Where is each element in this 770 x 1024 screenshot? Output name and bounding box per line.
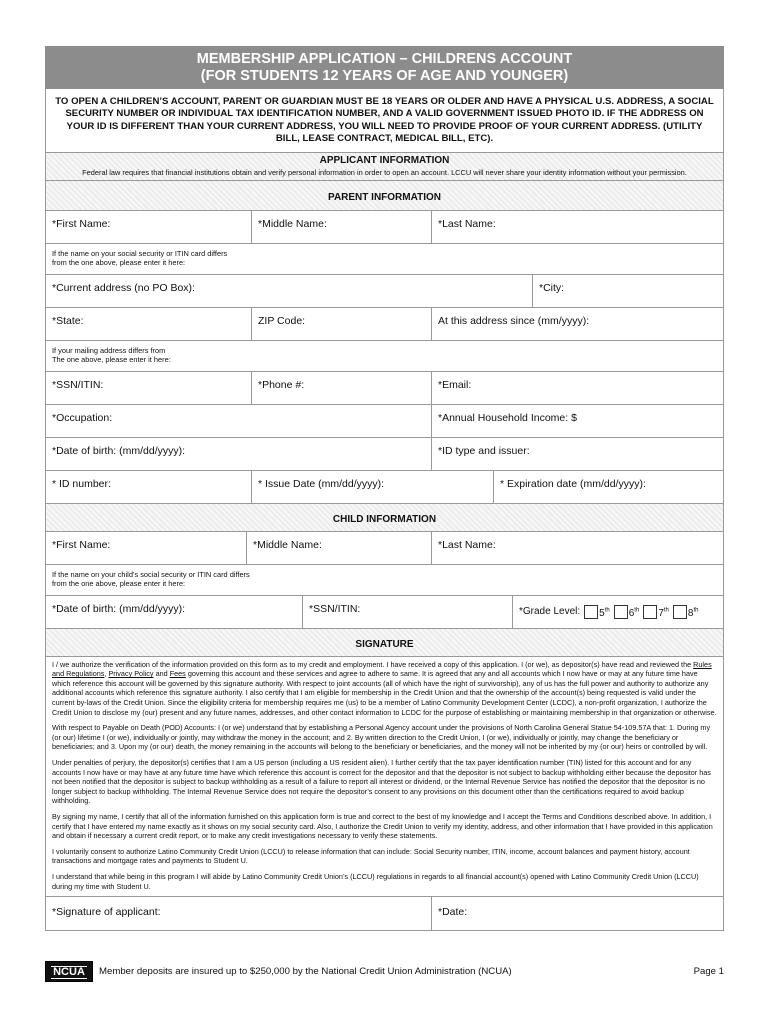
- parent-city-field[interactable]: *City:: [532, 275, 723, 307]
- parent-email-field[interactable]: *Email:: [431, 372, 723, 404]
- signature-terms: [45, 657, 724, 897]
- child-alt-name-field[interactable]: [45, 565, 724, 596]
- grade-option-6[interactable]: [610, 605, 640, 619]
- membership-application-form: [45, 46, 724, 931]
- form-title-line-2: (FOR STUDENTS 12 YEARS OF AGE AND YOUNGER): [200, 68, 569, 84]
- parent-mailing-hint-2: The one above, please enter it here:: [52, 355, 171, 365]
- parent-alt-name-field[interactable]: [45, 244, 724, 275]
- child-dob-field[interactable]: *Date of birth: (mm/dd/yyyy):: [52, 602, 186, 615]
- parent-zip-field[interactable]: ZIP Code:: [251, 308, 431, 340]
- child-alt-name-hint-2: from the one above, please enter it here:: [52, 579, 186, 589]
- parent-mailing-address-field[interactable]: [45, 341, 724, 372]
- grade-6-suffix: th: [634, 607, 640, 614]
- grade-5-checkbox[interactable]: [584, 605, 598, 619]
- child-last-name-field[interactable]: *Last Name:: [431, 532, 723, 564]
- child-dob-row: [45, 596, 724, 629]
- parent-name-row: [45, 211, 724, 244]
- form-title-line-1: MEMBERSHIP APPLICATION – CHILDRENS ACCOUNT: [196, 51, 573, 67]
- child-middle-name-field[interactable]: *Middle Name:: [246, 532, 431, 564]
- child-ssn-field[interactable]: *SSN/ITIN:: [302, 596, 512, 628]
- parent-ssn-field[interactable]: *SSN/ITIN:: [52, 378, 104, 391]
- grade-6-checkbox[interactable]: [614, 605, 628, 619]
- terms-paragraph-2: With respect to Payable on Death (POD) Accounts: I (or we) understand that by establishing a Personal Agency account under the provisions of North Carolina General Statue 54-109.57A that: 1. During my (or our) lifetime I (or we), individually or jointly, may withdraw the money in the account; and 2. By written direction to the Credit Union, I (or we), individually or jointly, may change the beneficiary or beneficiaries; and 3. Upon my (or our) death, the money remaining in the accounts will belong to the beneficiary or beneficiaries, and the money will not be inherited by my (or our) heirs or controlled by will.: [52, 723, 711, 752]
- parent-income-field[interactable]: *Annual Household Income: $: [431, 405, 723, 437]
- grade-8-suffix: th: [693, 607, 699, 614]
- form-title: [45, 46, 724, 89]
- grade-7-suffix: th: [663, 607, 669, 614]
- grade-option-5[interactable]: [580, 605, 610, 619]
- parent-id-row: [45, 471, 724, 504]
- signature-row: [45, 897, 724, 931]
- terms-paragraph-4: By signing my name, I certify that all of the information furnished on this application form is true and correct to the best of my knowledge and I accept the Terms and Conditions described above. In addition, I certify that I have entered my name exactly as it shows on my social security card. Also, I authorize the Credit Union to verify my identity, address, and other information that I have provided in this application and obtain if necessary a current credit report, or to make any credit investigations necessary to verify these statements.: [52, 811, 713, 841]
- parent-expiration-date-field[interactable]: * Expiration date (mm/dd/yyyy):: [493, 471, 723, 503]
- parent-dob-row: [45, 438, 724, 471]
- terms-p1-sep-2: and: [153, 669, 170, 679]
- grade-5-suffix: th: [604, 607, 610, 614]
- parent-contact-row: [45, 372, 724, 405]
- parent-dob-field[interactable]: *Date of birth: (mm/dd/yyyy):: [52, 444, 186, 457]
- terms-paragraph-6: I understand that while being in this program I will abide by Latino Community Credit Union’s (LCCU) regulations in regards to all financial account(s) opened with Latino Community Credit Union (LCCU) during my time with Student U.: [52, 871, 699, 891]
- parent-issue-date-field[interactable]: * Issue Date (mm/dd/yyyy):: [251, 471, 493, 503]
- terms-paragraph-1: [52, 660, 717, 718]
- terms-p1-text-b: governing this account and these services and agree to adhere to same. It is agreed that any and all accounts which I now have or may at any future time have which reference this account will be governed by this signature authority. With respect to joint accounts (all of which have the right of survivorship), any of us has the full power and authority to authorize any additional accounts which reference this signature authority. I also certify that I am eligible for membership in the Credit Union and that the ownership of the account(s) being requested is valid under the current by-laws of the Credit Union. Since the eligibility criteria for membership requires me (us) to be a member of Latino Community Development Center (LCDC), a non-profit organization, I authorize the Credit Union to disclose my (our) present and any future names, addresses, and other contact information to LCDC for the purpose of establishing or maintaining membership in that organization or otherwise.: [52, 669, 717, 717]
- parent-current-address-field[interactable]: *Current address (no PO Box):: [52, 281, 195, 294]
- child-alt-name-hint-1: If the name on your child’s social security or ITIN card differs: [52, 569, 250, 579]
- ncua-logo-text: NCUA: [53, 966, 85, 978]
- terms-p1-text-a: I / we authorize the verification of the information provided on this form as to my credit and employment. I have received a copy of this application. I (or we), as depositor(s) have read and reviewed the: [52, 659, 694, 669]
- child-information-heading: CHILD INFORMATION: [332, 513, 437, 525]
- grade-8-label: 8: [687, 607, 694, 619]
- grade-option-8[interactable]: [669, 605, 699, 619]
- grade-5-label: 5: [599, 607, 605, 619]
- terms-p1-sep-1: ,: [104, 669, 109, 679]
- parent-information-heading: PARENT INFORMATION: [328, 191, 441, 203]
- grade-7-label: 7: [658, 607, 664, 619]
- parent-state-field[interactable]: *State:: [52, 314, 84, 327]
- rules-and-regulations-link[interactable]: Rules and Regulations: [52, 659, 712, 679]
- page-footer: [45, 961, 724, 983]
- parent-middle-name-field[interactable]: *Middle Name:: [251, 211, 431, 243]
- grade-option-7[interactable]: [639, 605, 669, 619]
- child-grade-level-field: [512, 596, 723, 628]
- fees-link[interactable]: Fees: [169, 669, 186, 679]
- parent-alt-name-hint-2: from the one above, please enter it here:: [52, 258, 186, 268]
- parent-id-number-field[interactable]: * ID number:: [52, 477, 111, 490]
- privacy-policy-link[interactable]: Privacy Policy: [108, 669, 154, 679]
- ncua-insurance-notice: Member deposits are insured up to $250,000 by the National Credit Union Administration (NCUA): [99, 966, 512, 977]
- intro-requirements: TO OPEN A CHILDREN’S ACCOUNT, PARENT OR GUARDIAN MUST BE 18 YEARS OR OLDER AND HAVE A PHYSICAL U.S. ADDRESS, A SOCIAL SECURITY NUMBER OR INDIVIDUAL TAX IDENTIFICATION NUMBER, AND A VALID GOVERNMENT ISSUED PHOTO ID. IF THE ADDRESS ON YOUR ID IS DIFFERENT THAN YOUR CURRENT ADDRESS, YOU WILL NEED TO PROVIDE PROOF OF YOUR CURRENT ADDRESS. (UTILITY BILL, LEASE CONTRACT, MEDICAL BILL, ETC).: [45, 89, 724, 153]
- parent-state-row: [45, 308, 724, 341]
- ncua-logo: [45, 961, 93, 982]
- parent-phone-field[interactable]: *Phone #:: [251, 372, 431, 404]
- parent-occupation-field[interactable]: *Occupation:: [52, 411, 113, 424]
- child-name-row: [45, 532, 724, 565]
- parent-id-type-field[interactable]: *ID type and issuer:: [431, 438, 723, 470]
- applicant-signature-field[interactable]: *Signature of applicant:: [52, 906, 161, 919]
- parent-first-name-field[interactable]: *First Name:: [52, 217, 111, 230]
- parent-address-row: [45, 275, 724, 308]
- signature-heading: SIGNATURE: [355, 638, 414, 650]
- grade-level-label: *Grade Level:: [519, 606, 581, 618]
- parent-address-since-field[interactable]: At this address since (mm/yyyy):: [431, 308, 723, 340]
- child-information-header: [45, 504, 724, 532]
- applicant-information-note: Federal law requires that financial institutions obtain and verify personal information in order to open an account. LCCU will never share your identity information without your permission.: [82, 167, 687, 177]
- signature-date-field[interactable]: *Date:: [431, 897, 723, 930]
- grade-6-label: 6: [628, 607, 635, 619]
- grade-7-checkbox[interactable]: [643, 605, 657, 619]
- terms-paragraph-5: I voluntarily consent to authorize Latino Community Credit Union (LCCU) to release information that can include: Social Security number, ITIN, income, account balances and payment history, account transactions and mortgage rates and payments to Student U.: [52, 846, 690, 866]
- parent-occupation-row: [45, 405, 724, 438]
- parent-alt-name-hint-1: If the name on your social security or ITIN card differs: [52, 248, 228, 258]
- parent-last-name-field[interactable]: *Last Name:: [431, 211, 723, 243]
- page-number: Page 1: [693, 966, 724, 977]
- signature-header: [45, 629, 724, 657]
- parent-mailing-hint-1: If your mailing address differs from: [52, 345, 166, 355]
- applicant-information-heading: APPLICANT INFORMATION: [319, 154, 450, 166]
- parent-information-header: [45, 181, 724, 211]
- terms-paragraph-3: Under penalties of perjury, the depositor(s) certifies that I am a US person (including a US resident alien). I further certify that the tax payer identification number (TIN) listed for this account and for any accounts I now have or may have at any future time have which reference this account is correct for the depositor and that the depositor is not subject to backup withholding either because the depositor has not been notified that the depositor is subject to backup withholding as a result of a failure to report all interest or dividend, or the Internal Revenue Service has notified the depositor that the depositor is no longer subject to backup withholding. The Internal Revenue Service does not require the depositor’s consent to any provisions on this document other than the certifications required to avoid backup withholding.: [52, 757, 711, 806]
- applicant-information-header: [45, 153, 724, 181]
- child-first-name-field[interactable]: *First Name:: [52, 538, 111, 551]
- grade-8-checkbox[interactable]: [673, 605, 687, 619]
